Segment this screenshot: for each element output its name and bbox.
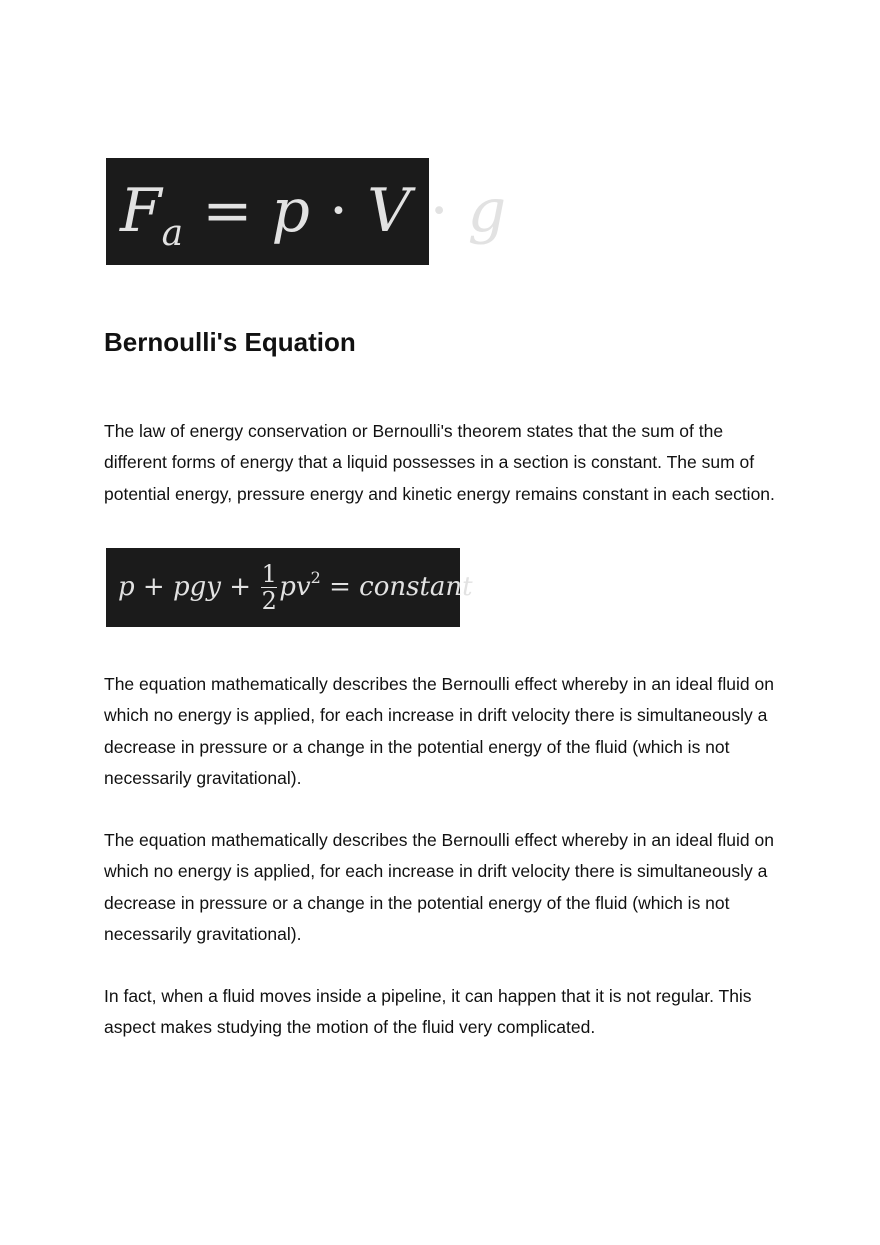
eq-volume-symbol: V	[367, 176, 411, 246]
bernoulli-equation: p + pgy + $\frac{1}{2}$ pv $^2$ = constant	[118, 550, 473, 625]
paragraph-energy-conservation: The law of energy conservation or Bernoulli's theorem states that the sum of the different forms of energy that a liquid possesses in a section is constant. The sum of potential energy, pressure energy and kinetic energy remains constant in each section.	[104, 421, 775, 504]
eq-force-subscript: a	[161, 213, 184, 254]
eq-kinetic-term: pv	[279, 572, 311, 602]
paragraph-bernoulli-effect-repeat: The equation mathematically describes the Bernoulli effect whereby in an ideal fluid on which no energy is applied, for each increase in drift velocity there is simultaneously a decrease in pressure or a change in the potential energy of the fluid (which is not necessarily gravitational).	[104, 830, 774, 944]
eq-exponent: 2	[310, 568, 321, 587]
eq-density-symbol: p	[271, 176, 310, 246]
eq-gravity-symbol: g	[467, 176, 507, 246]
archimedes-equation: $F_a = p \cdot V \cdot g$	[120, 176, 507, 254]
eq-pressure-term: p	[118, 572, 135, 602]
eq-fraction-numerator: 1	[261, 560, 277, 588]
archimedes-equation-image	[106, 158, 507, 265]
eq-potential-term: pgy	[172, 572, 221, 602]
eq-fraction	[261, 561, 277, 614]
paragraph-bernoulli-effect: The equation mathematically describes the Bernoulli effect whereby in an ideal fluid on which no energy is applied, for each increase in drift velocity there is simultaneously a decrease in pressure or a change in the potential energy of the fluid (which is not necessarily gravitational).	[104, 674, 774, 788]
section-title: Bernoulli's Equation	[104, 327, 356, 357]
eq-constant-term: constant	[359, 572, 473, 602]
eq-force-symbol: F	[120, 176, 162, 246]
eq-fraction-denominator: 2	[261, 587, 277, 615]
paragraph-irregular-flow: In fact, when a fluid moves inside a pipeline, it can happen that it is not regular. This aspect makes studying the motion of the fluid very complicated.	[104, 986, 752, 1038]
bernoulli-equation-image	[106, 548, 473, 627]
